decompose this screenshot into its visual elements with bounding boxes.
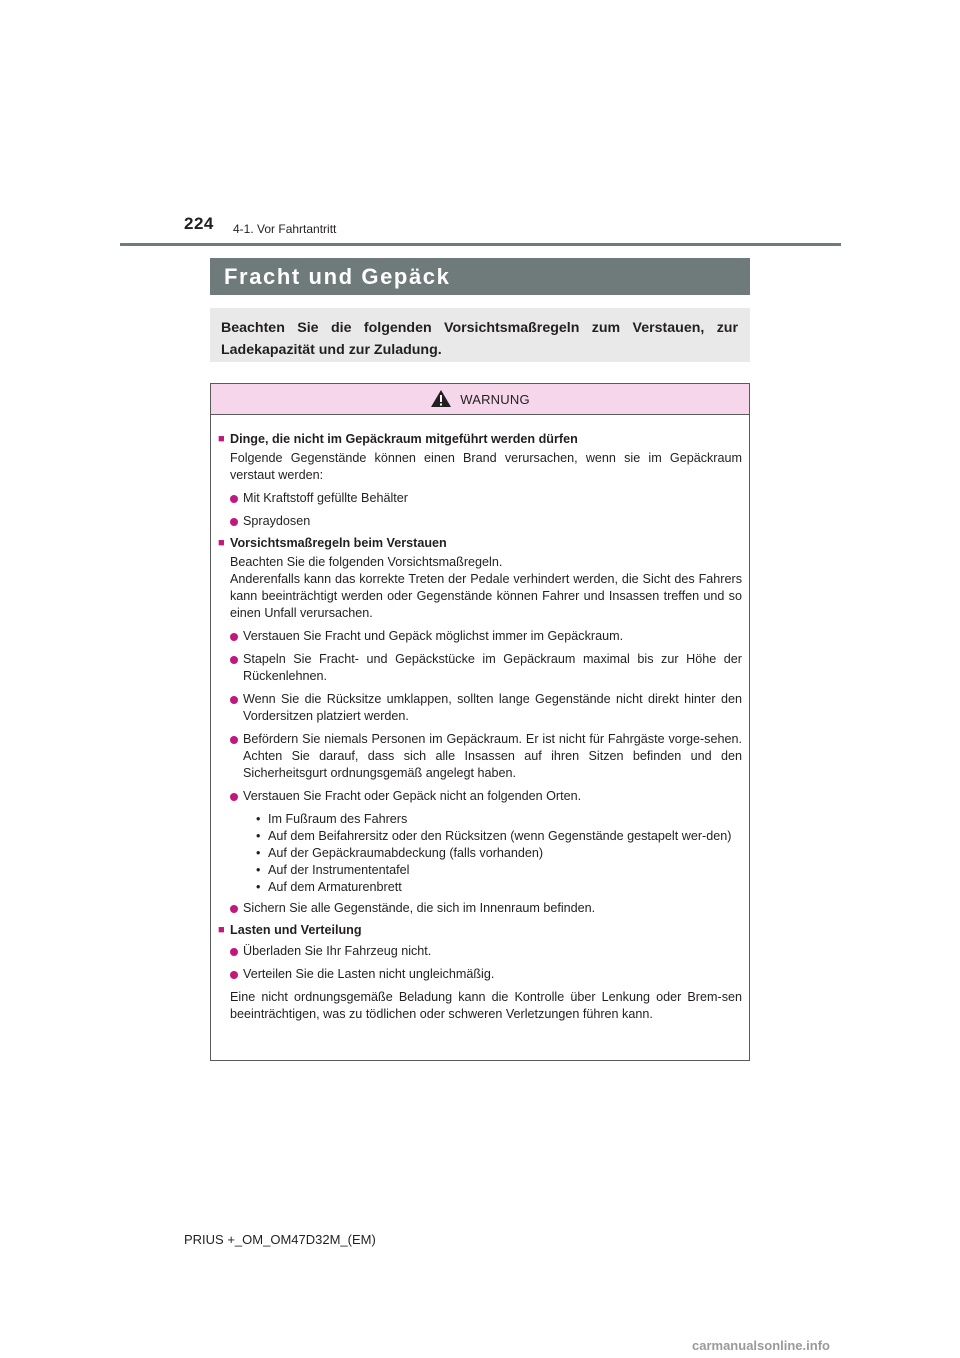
list-item: Verteilen Sie die Lasten nicht ungleichmäßig. — [230, 966, 742, 983]
circle-bullet-icon — [230, 793, 238, 801]
warning-label: WARNUNG — [460, 391, 530, 407]
section-heading: ■ Lasten und Verteilung — [218, 923, 362, 937]
list-item: Befördern Sie niemals Personen im Gepäckraum. Er ist nicht für Fahrgäste vorge-sehen. Achten Sie darauf, dass sich alle Insassen auf ihren Sitzen befinden und den Sicherheitsgurt ordnungsgemäß angelegt haben. — [230, 731, 742, 782]
list-item: Wenn Sie die Rücksitze umklappen, sollten lange Gegenstände nicht direkt hinter den Vordersitzen platziert werden. — [230, 691, 742, 725]
page-number: 224 — [184, 214, 214, 233]
paragraph: Anderenfalls kann das korrekte Treten der Pedale verhindert werden, die Sicht des Fahrers kann beeinträchtigt werden oder Gegenstände können Fahrer und Insassen treffen und so einen Unfall verursachen. — [230, 572, 742, 620]
section-breadcrumb: 4-1. Vor Fahrtantritt — [233, 222, 337, 236]
warning-body — [211, 415, 749, 1023]
warning-header — [211, 384, 749, 415]
page-title-bar — [210, 258, 750, 295]
circle-bullet-icon — [230, 736, 238, 744]
paragraph: Folgende Gegenstände können einen Brand verursachen, wenn sie im Gepäckraum verstaut werden: — [230, 451, 742, 482]
circle-bullet-icon — [230, 696, 238, 704]
list-item: Mit Kraftstoff gefüllte Behälter — [230, 490, 742, 507]
section-heading: ■ Vorsichtsmaßregeln beim Verstauen — [218, 536, 447, 550]
page-title: Fracht und Gepäck — [224, 263, 451, 289]
header-divider — [120, 243, 841, 246]
intro-box: Beachten Sie die folgenden Vorsichtsmaßregeln zum Verstauen, zur Ladekapazität und zur Zuladung. — [210, 308, 750, 362]
sub-list-item: • Auf dem Armaturenbrett — [256, 880, 402, 894]
list-item: Verstauen Sie Fracht oder Gepäck nicht an folgenden Orten. — [230, 788, 742, 805]
sub-list-item: • Auf dem Beifahrersitz oder den Rücksitzen (wenn Gegenstände gestapelt wer-den) — [256, 829, 732, 843]
sub-list-item: • Im Fußraum des Fahrers — [256, 812, 408, 826]
list-item: Spraydosen — [230, 513, 742, 530]
list-item: Verstauen Sie Fracht und Gepäck möglichst immer im Gepäckraum. — [230, 628, 742, 645]
square-bullet-icon: ■ — [218, 433, 225, 445]
section-heading: ■ Dinge, die nicht im Gepäckraum mitgeführt werden dürfen — [218, 432, 578, 446]
circle-bullet-icon — [230, 656, 238, 664]
document-code: PRIUS +_OM_OM47D32M_(EM) — [184, 1232, 376, 1247]
paragraph: Beachten Sie die folgenden Vorsichtsmaßregeln. — [230, 555, 503, 569]
square-bullet-icon: ■ — [218, 924, 225, 936]
circle-bullet-icon — [230, 971, 238, 979]
square-bullet-icon: ■ — [218, 537, 225, 549]
circle-bullet-icon — [230, 495, 238, 503]
circle-bullet-icon — [230, 633, 238, 641]
watermark: carmanualsonline.info — [692, 1338, 830, 1353]
paragraph: Eine nicht ordnungsgemäße Beladung kann die Kontrolle über Lenkung oder Brem-sen beeinträchtigen, was zu tödlichen oder schweren Verletzungen führen kann. — [230, 990, 742, 1021]
circle-bullet-icon — [230, 518, 238, 526]
sub-list-item: • Auf der Instrumententafel — [256, 863, 410, 877]
sub-list — [256, 811, 742, 896]
list-item: Stapeln Sie Fracht- und Gepäckstücke im Gepäckraum maximal bis zur Höhe der Rückenlehnen. — [230, 651, 742, 685]
warning-triangle-icon — [430, 389, 452, 408]
circle-bullet-icon — [230, 905, 238, 913]
circle-bullet-icon — [230, 948, 238, 956]
warning-box — [210, 383, 750, 1061]
list-item: Überladen Sie Ihr Fahrzeug nicht. — [230, 943, 742, 960]
list-item: Sichern Sie alle Gegenstände, die sich im Innenraum befinden. — [230, 900, 742, 917]
sub-list-item: • Auf der Gepäckraumabdeckung (falls vorhanden) — [256, 846, 544, 860]
